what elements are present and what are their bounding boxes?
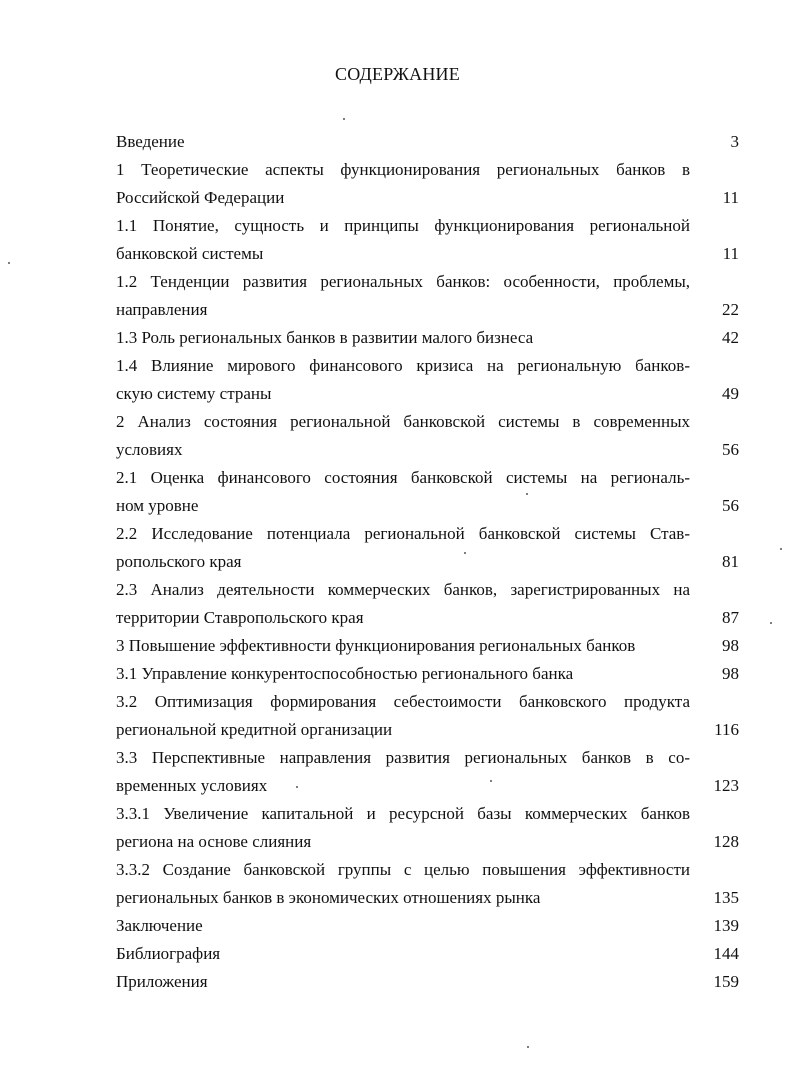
toc-entry-line: временных условиях — [116, 776, 268, 795]
toc-entry — [116, 632, 739, 660]
toc-entry-line: региона на основе слияния — [116, 832, 312, 851]
toc-page-number: 81 — [722, 552, 739, 571]
scan-speck — [490, 780, 492, 782]
toc-entry-line: 2.1 Оценка финансового состояния банковской системы на региональ- — [116, 468, 690, 487]
scan-speck — [8, 262, 10, 264]
toc-entry-line: 3.3 Перспективные направления развития региональных банков в со- — [116, 748, 690, 767]
toc-entry — [116, 800, 739, 856]
toc-page-number: 56 — [722, 440, 739, 459]
scan-speck — [770, 622, 772, 624]
scan-speck — [464, 552, 466, 554]
page-title: СОДЕРЖАНИЕ — [335, 64, 460, 84]
toc-page-number: 135 — [713, 888, 739, 907]
toc-entry-line: территории Ставропольского края — [116, 608, 364, 627]
scan-speck — [296, 786, 298, 788]
toc-entry — [116, 520, 739, 576]
toc-entry-line: региональной кредитной организации — [116, 720, 393, 739]
toc-page-number: 123 — [713, 776, 739, 795]
toc-entry-line: 2 Анализ состояния региональной банковской системы в современных — [116, 412, 690, 431]
toc-entry-line: Российской Федерации — [116, 188, 285, 207]
toc-entry-line: ном уровне — [116, 496, 199, 515]
toc-entry-line: 1 Теоретические аспекты функционирования региональных банков в — [116, 160, 690, 179]
toc-entry-line: Заключение — [116, 916, 203, 935]
toc-entry-line: 1.2 Тенденции развития региональных банков: особенности, проблемы, — [116, 272, 690, 291]
toc-entry-line: 3.2 Оптимизация формирования себестоимости банковского продукта — [116, 692, 690, 711]
toc-entry-line: 2.3 Анализ деятельности коммерческих банков, зарегистрированных на — [116, 580, 690, 599]
toc-entry — [116, 688, 739, 744]
toc-entry-line: 1.3 Роль региональных банков в развитии малого бизнеса — [116, 328, 534, 347]
toc-page-number: 49 — [722, 384, 739, 403]
toc-entry — [116, 268, 739, 324]
toc-page-number: 116 — [714, 720, 739, 739]
toc-page-number: 87 — [722, 608, 739, 627]
toc-page-number: 42 — [722, 328, 739, 347]
toc-entry-line: 3 Повышение эффективности функционирования региональных банков — [116, 636, 636, 655]
toc-entry-line: 1.4 Влияние мирового финансового кризиса на региональную банков- — [116, 356, 690, 375]
scan-speck — [527, 1046, 529, 1048]
toc-entry-line: условиях — [116, 440, 183, 459]
toc-entry-line: Введение — [116, 132, 185, 151]
toc-entry-line: Приложения — [116, 972, 208, 991]
toc-entry — [116, 940, 739, 968]
toc-entry — [116, 660, 739, 688]
toc-page-number: 128 — [713, 832, 739, 851]
toc-entry-line: Библиография — [116, 944, 221, 963]
table-of-contents — [116, 128, 739, 996]
toc-entry — [116, 464, 739, 520]
toc-page-number: 98 — [722, 636, 739, 655]
toc-page-number: 22 — [722, 300, 739, 319]
scan-speck — [343, 118, 345, 120]
toc-entry — [116, 352, 739, 408]
toc-entry — [116, 576, 739, 632]
toc-page-number: 98 — [722, 664, 739, 683]
toc-page-number: 3 — [730, 132, 739, 151]
toc-entry-line: 1.1 Понятие, сущность и принципы функционирования региональной — [116, 216, 690, 235]
toc-page-number: 11 — [722, 188, 739, 207]
toc-entry — [116, 212, 739, 268]
scan-speck — [780, 548, 782, 550]
toc-entry-line: 3.3.2 Создание банковской группы с целью повышения эффективности — [116, 860, 690, 879]
scan-speck — [526, 493, 528, 495]
toc-entry — [116, 128, 739, 156]
toc-entry — [116, 968, 739, 996]
toc-entry — [116, 744, 739, 800]
toc-entry-line: направления — [116, 300, 208, 319]
toc-entry-line: 3.3.1 Увеличение капитальной и ресурсной базы коммерческих банков — [116, 804, 690, 823]
toc-entry — [116, 156, 739, 212]
toc-entry-line: региональных банков в экономических отношениях рынка — [116, 888, 541, 907]
toc-page-number: 56 — [722, 496, 739, 515]
toc-page-number: 139 — [713, 916, 739, 935]
toc-entry — [116, 324, 739, 352]
toc-entry-line: банковской системы — [116, 244, 264, 263]
toc-page-number: 144 — [713, 944, 739, 963]
toc-entry-line: 3.1 Управление конкурентоспособностью регионального банка — [116, 664, 574, 683]
toc-page-number: 11 — [722, 244, 739, 263]
toc-page-number: 159 — [713, 972, 739, 991]
toc-entry — [116, 912, 739, 940]
toc-entry — [116, 408, 739, 464]
toc-entry-line: 2.2 Исследование потенциала региональной банковской системы Став- — [116, 524, 690, 543]
toc-entry — [116, 856, 739, 912]
toc-entry-line: ропольского края — [116, 552, 242, 571]
toc-entry-line: скую систему страны — [116, 384, 272, 403]
